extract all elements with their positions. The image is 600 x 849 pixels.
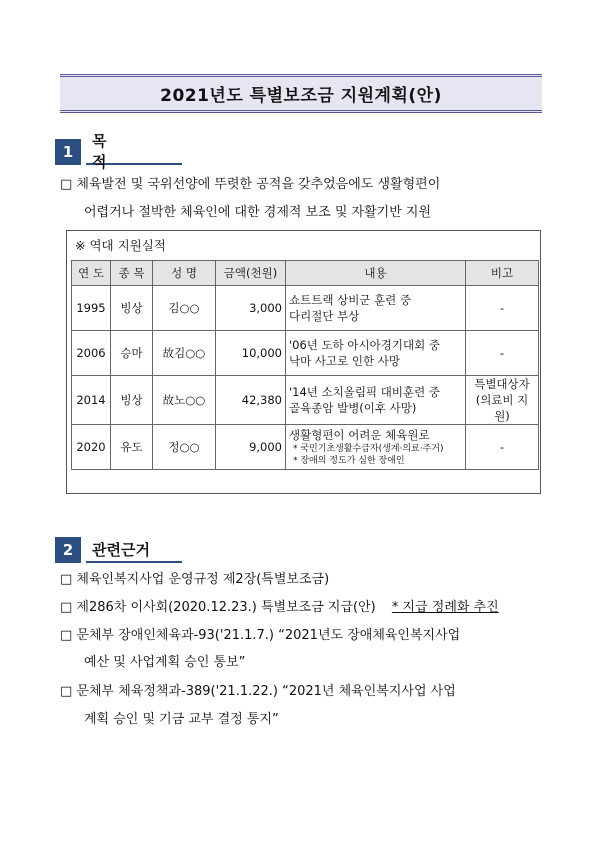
table-row (72, 331, 539, 376)
cell-note (466, 286, 539, 331)
cell-sport: 빙상 (111, 376, 153, 425)
content-line-2: 낙마 사고로 인한 사망 (289, 354, 400, 368)
header-sport: 종 목 (111, 261, 153, 286)
content-sub-1: * 국민기초생활수급자(생계·의료·주거) (293, 444, 444, 454)
cell-year: 1995 (72, 286, 111, 331)
history-caption: ※ 역대 지원실적 (75, 238, 166, 253)
document-title: 2021년도 특별보조금 지원계획(안) (160, 86, 442, 106)
document-title-box (60, 74, 542, 113)
note-line-1: 특별대상자 (474, 377, 530, 391)
note-line-1: - (499, 301, 505, 315)
cell-sport: 유도 (111, 425, 153, 470)
cell-amount: 10,000 (216, 331, 286, 376)
cell-note (466, 376, 539, 425)
content-sub-2: * 장애의 정도가 심한 장애인 (293, 456, 405, 466)
cell-name: 정○○ (153, 425, 216, 470)
table-row (72, 376, 539, 425)
table-row (72, 286, 539, 331)
header-amount: 금액(천원) (216, 261, 286, 286)
section-1-header (55, 132, 182, 171)
cell-note (466, 331, 539, 376)
cell-name: 故노○○ (153, 376, 216, 425)
cell-sport: 빙상 (111, 286, 153, 331)
basis-item-4-cont: 계획 승인 및 기금 교부 결정 통지” (84, 712, 279, 727)
section-2-heading: 관련근거 (86, 537, 182, 563)
header-year: 연 도 (72, 261, 111, 286)
cell-sport: 승마 (111, 331, 153, 376)
basis-item-2-text: □ 제286차 이사회(2020.12.23.) 특별보조금 지급(안) (60, 600, 376, 615)
note-line-1: - (499, 346, 505, 360)
cell-content (286, 376, 466, 425)
cell-year: 2014 (72, 376, 111, 425)
cell-content (286, 425, 466, 470)
cell-amount: 3,000 (216, 286, 286, 331)
section-2-header (55, 537, 182, 563)
content-line-1: '14년 소치올림픽 대비훈련 중 (289, 385, 440, 399)
cell-amount: 42,380 (216, 376, 286, 425)
basis-item-3-cont: 예산 및 사업계획 승인 통보” (84, 655, 246, 670)
basis-item-2-note: * 지급 정례화 추진 (391, 600, 499, 615)
basis-item-4: □ 문체부 체육정책과-389('21.1.22.) “2021년 체육인복지사업 사업 (60, 684, 456, 699)
history-table (71, 260, 539, 470)
cell-amount: 9,000 (216, 425, 286, 470)
basis-item-1: □ 체육인복지사업 운영규정 제2장(특별보조금) (60, 572, 330, 587)
section-2-number: 2 (55, 537, 81, 563)
content-line-1: 생활형편이 어려운 체육원로 (289, 428, 430, 442)
content-line-2: 골육종암 발병(이후 사망) (289, 401, 417, 415)
cell-year: 2006 (72, 331, 111, 376)
cell-year: 2020 (72, 425, 111, 470)
purpose-line-1: □ 체육발전 및 국위선양에 뚜렷한 공적을 갖추었음에도 생활형편이 (60, 177, 441, 192)
purpose-line-2: 어렵거나 절박한 체육인에 대한 경제적 보조 및 자활기반 지원 (84, 205, 432, 220)
note-line-2: (의료비 지원) (475, 393, 529, 423)
section-1-heading: 목 적 (86, 139, 182, 165)
header-content: 내용 (286, 261, 466, 286)
header-note: 비고 (466, 261, 539, 286)
history-header-row (72, 261, 539, 286)
table-row (72, 425, 539, 470)
note-line-1: - (499, 440, 505, 454)
content-line-1: 쇼트트랙 상비군 훈련 중 (289, 293, 412, 307)
content-line-1: '06년 도하 아시아경기대회 중 (289, 338, 440, 352)
section-1-number: 1 (55, 139, 81, 165)
cell-name: 김○○ (153, 286, 216, 331)
cell-note (466, 425, 539, 470)
cell-name: 故김○○ (153, 331, 216, 376)
header-name: 성 명 (153, 261, 216, 286)
cell-content (286, 331, 466, 376)
basis-item-2 (60, 599, 499, 617)
basis-item-3: □ 문체부 장애인체육과-93('21.1.7.) “2021년도 장애체육인복지사업 (60, 628, 461, 643)
support-history-box (66, 230, 541, 494)
content-line-2: 다리절단 부상 (289, 309, 360, 323)
cell-content (286, 286, 466, 331)
